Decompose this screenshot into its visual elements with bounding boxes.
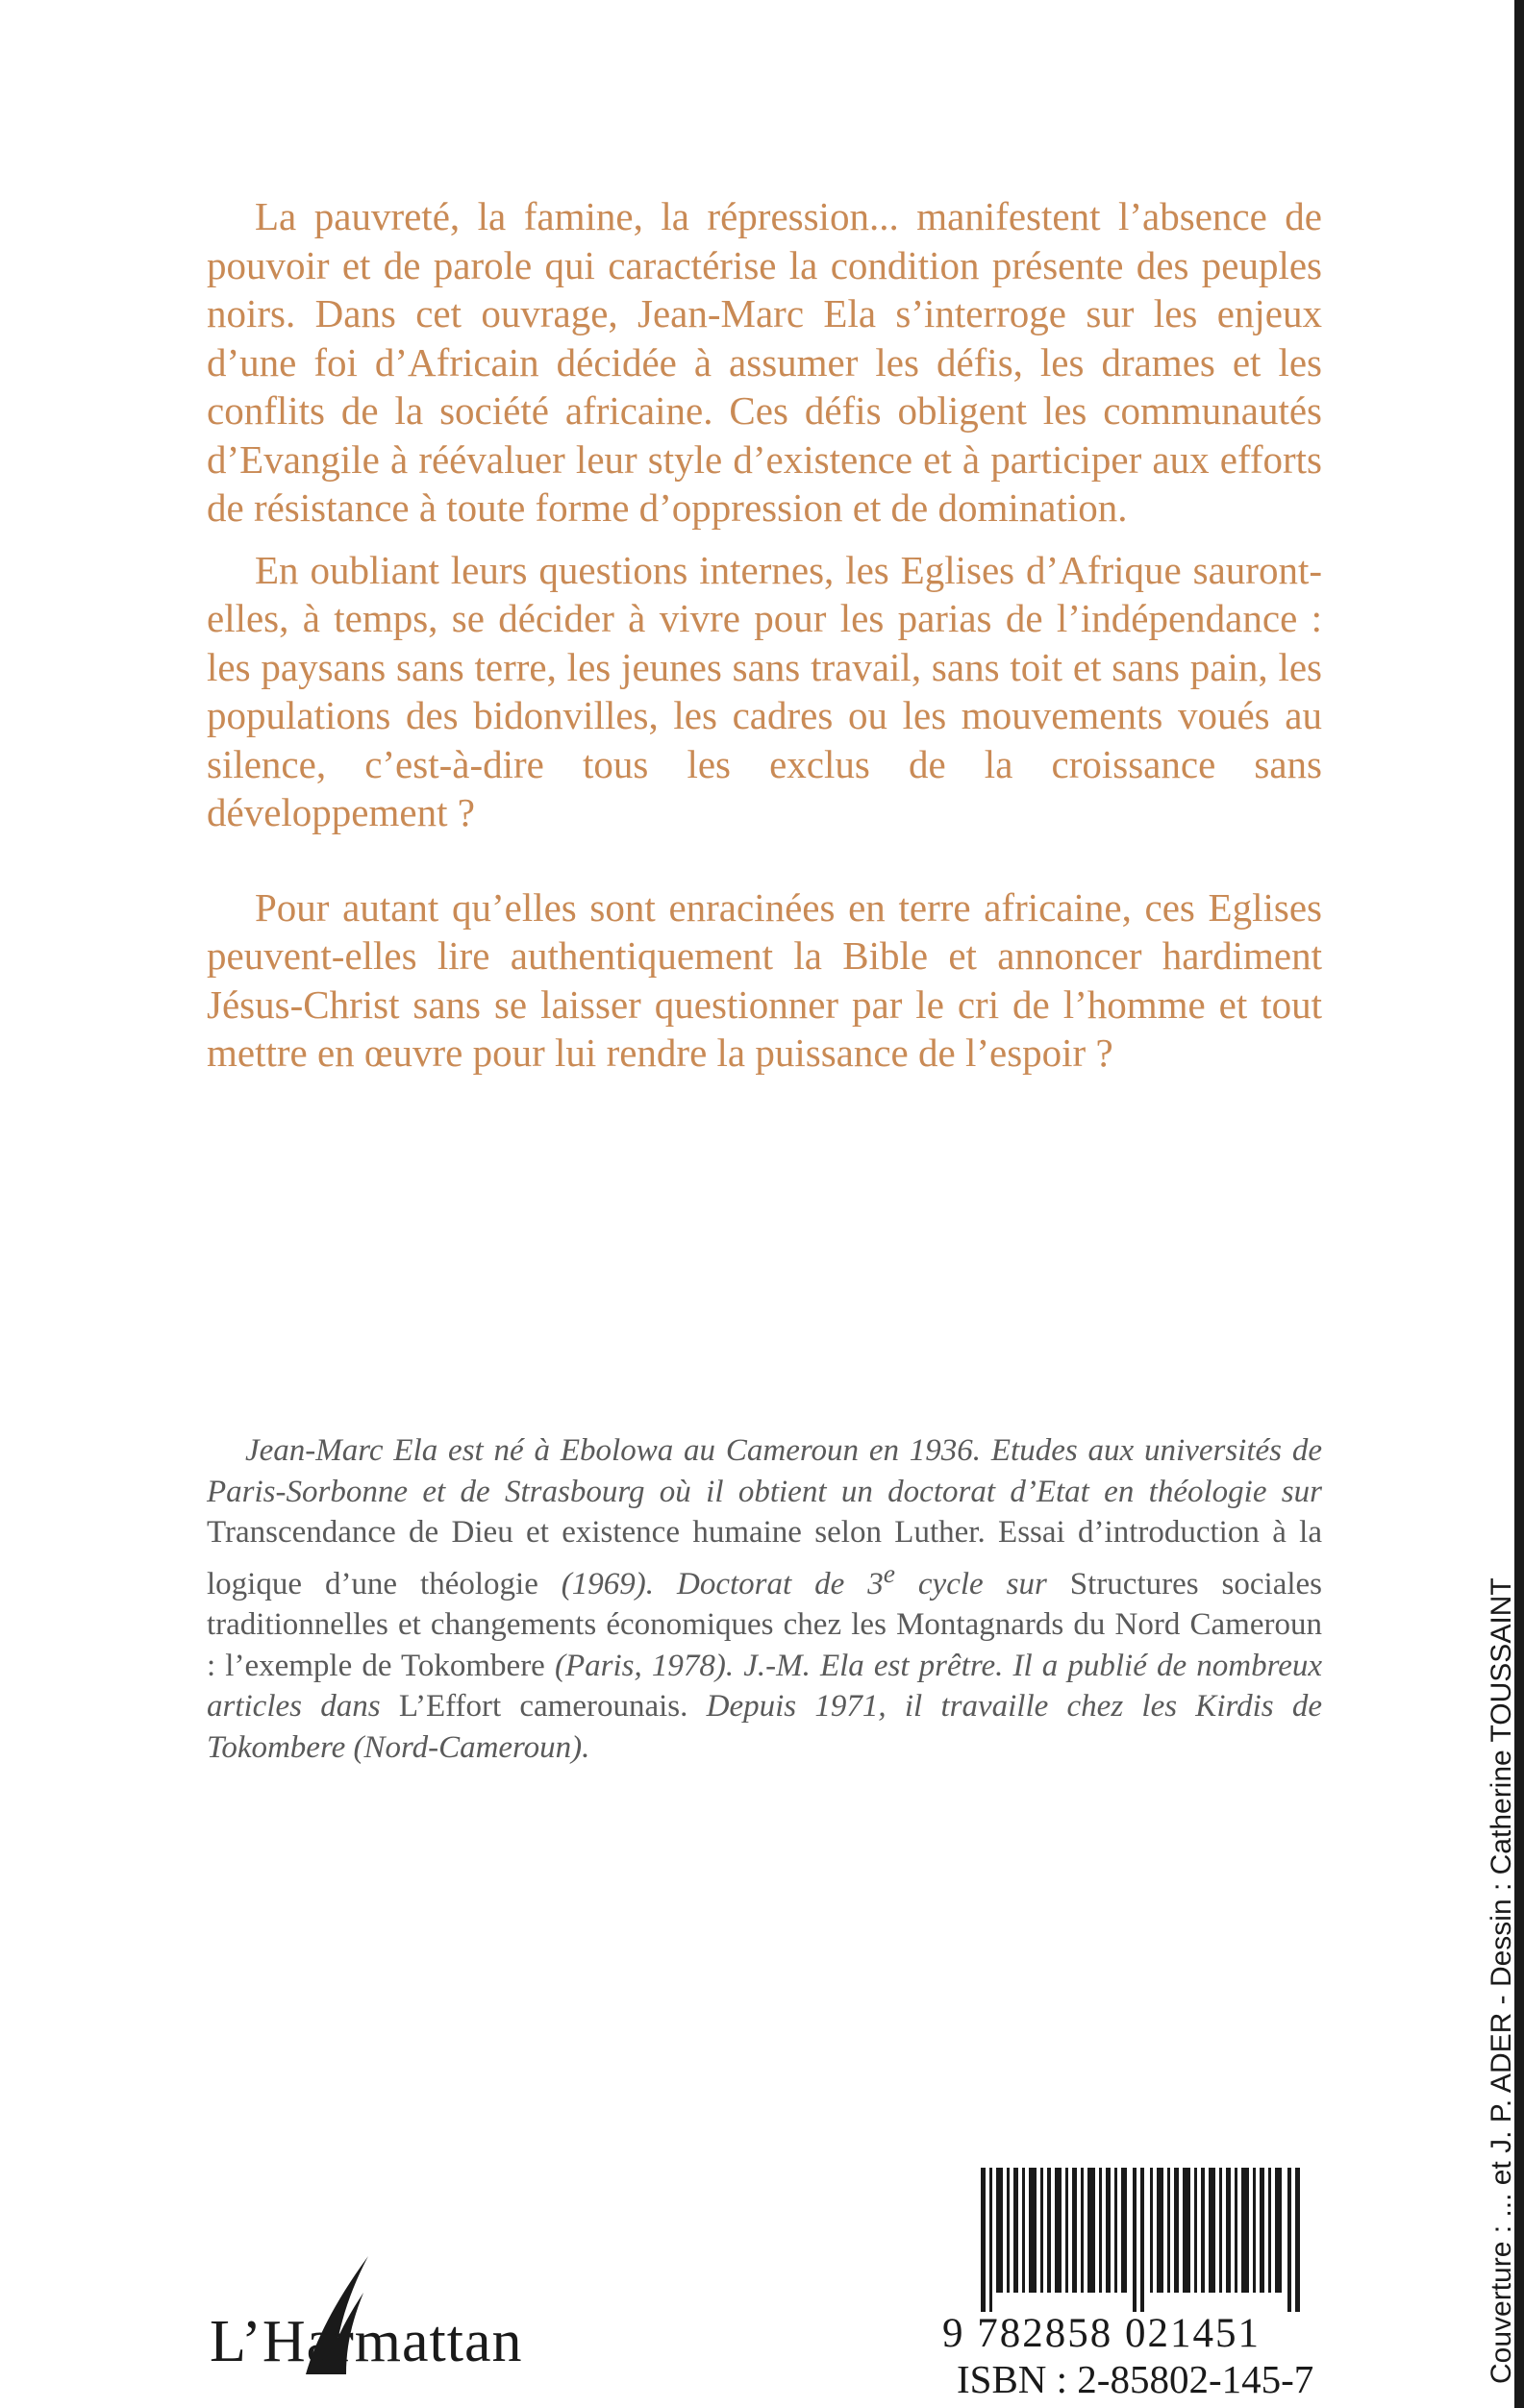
back-cover-description <box>207 192 1322 1078</box>
bio-italic-4: Depuis 1971, il travaille chez les Kirdis de Tokombere (Nord-Cameroun). <box>207 1689 1323 1765</box>
bio-italic-3: (Paris, 1978). J.-M. Ela est prêtre. Il a publié de nombreux articles dans <box>207 1648 1322 1724</box>
bio-italic-1: Jean-Marc Ela est né à Ebolowa au Cameroun en 1936. Etudes aux universités de Paris-Sorbonne et de Strasbourg où il obtient un doctorat d’Etat en théologie sur <box>207 1433 1322 1509</box>
description-paragraph-3: Pour autant qu’elles sont enracinées en terre africaine, ces Eglises peuvent-elles lire authentiquement la Bible et annoncer hardiment Jésus-Christ sans se laisser questionner par le cri de l’homme et tout mettre en œuvre pour lui rendre la puissance de l’espoir ? <box>207 884 1322 1075</box>
bio-journal-title: L’Effort camerounais. <box>398 1689 688 1724</box>
bio-italic-2a: Doctorat de 3 <box>677 1566 884 1601</box>
barcode-number: 9 782858 021451 <box>942 2311 1261 2356</box>
bio-italic-year: (1969). <box>537 1566 677 1601</box>
barcode-block <box>937 2168 1332 2401</box>
publisher-name: L’Harmattan <box>210 2309 523 2374</box>
bio-superscript: e <box>883 1557 895 1588</box>
description-paragraph-2: En oubliant leurs questions internes, les Eglises d’Afrique sauront-elles, à temps, se décider à vivre pour les parias de l’indépendance : les paysans sans terre, les jeunes sans travail, sans toit et sans pain, les populations des bidonvilles, les cadres ou les mouvements voués au silence, c’est-à-dire tous les exclus de la croissance sans développement ? <box>207 547 1322 834</box>
description-paragraph-1: La pauvreté, la famine, la répression... manifestent l’absence de pouvoir et de parole qui caractérise la condition présente des peuples noirs. Dans cet ouvrage, Jean-Marc Ela s’interroge sur les enjeux d’une foi d’Africain décidée à assumer les défis, les drames et les conflits de la société africaine. Ces défis obligent les communautés d’Evangile à réévaluer leur style d’existence et à participer aux efforts de résistance à toute forme d’oppression et de domination. <box>207 194 1322 530</box>
author-biography <box>207 1430 1322 1768</box>
isbn-label: ISBN : 2-85802-145-7 <box>957 2357 1314 2401</box>
publisher-logo <box>210 2254 594 2389</box>
bio-doctorate-title: Structures sociales traditionnelles et changements économiques chez les Montagnards du Nord Cameroun : l’exemple de Tokombere <box>207 1566 1323 1683</box>
cover-credit: Couverture : ... et J. P. ADER - Dessin : Catherine TOUSSAINT <box>1486 1577 1517 2384</box>
barcode-icon <box>981 2168 1308 2312</box>
bio-thesis-title: Transcendance de Dieu et existence humaine selon Luther. Essai d’introduction à la logique d’une théologie <box>207 1515 1322 1601</box>
bio-italic-2b: cycle sur <box>894 1566 1070 1601</box>
